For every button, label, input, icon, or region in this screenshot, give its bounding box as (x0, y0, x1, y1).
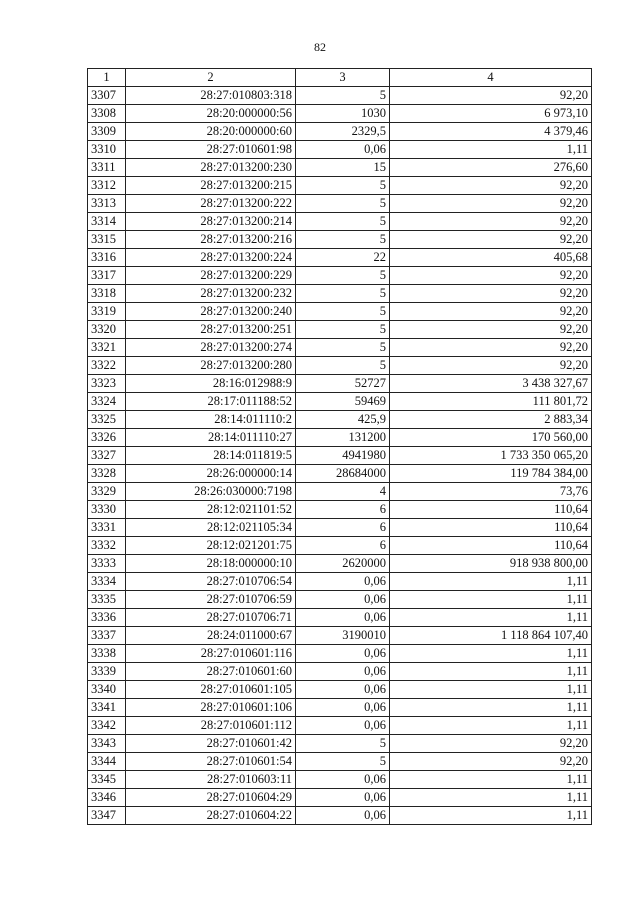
row-number-cell: 3316 (88, 249, 126, 267)
value-cell: 1,11 (390, 609, 592, 627)
row-number-cell: 3342 (88, 717, 126, 735)
cadastral-number-cell: 28:27:010706:59 (126, 591, 296, 609)
row-number-cell: 3344 (88, 753, 126, 771)
row-number-cell: 3329 (88, 483, 126, 501)
cadastral-number-cell: 28:27:013200:224 (126, 249, 296, 267)
table-row (88, 159, 592, 177)
cadastral-number-cell: 28:27:010601:116 (126, 645, 296, 663)
area-cell: 5 (296, 195, 390, 213)
cadastral-number-cell: 28:27:013200:232 (126, 285, 296, 303)
value-cell: 92,20 (390, 339, 592, 357)
row-number-cell: 3318 (88, 285, 126, 303)
value-cell: 92,20 (390, 267, 592, 285)
area-cell: 28684000 (296, 465, 390, 483)
row-number-cell: 3345 (88, 771, 126, 789)
row-number-cell: 3323 (88, 375, 126, 393)
row-number-cell: 3341 (88, 699, 126, 717)
table-row (88, 609, 592, 627)
area-cell: 5 (296, 231, 390, 249)
table-row (88, 591, 592, 609)
row-number-cell: 3338 (88, 645, 126, 663)
cadastral-number-cell: 28:27:013200:222 (126, 195, 296, 213)
cadastral-number-cell: 28:27:013200:229 (126, 267, 296, 285)
area-cell: 52727 (296, 375, 390, 393)
table-body (88, 87, 592, 825)
table-row (88, 789, 592, 807)
row-number-cell: 3343 (88, 735, 126, 753)
area-cell: 5 (296, 177, 390, 195)
cadastral-number-cell: 28:14:011110:2 (126, 411, 296, 429)
cadastral-number-cell: 28:14:011110:27 (126, 429, 296, 447)
value-cell: 276,60 (390, 159, 592, 177)
area-cell: 0,06 (296, 699, 390, 717)
table-row (88, 573, 592, 591)
row-number-cell: 3308 (88, 105, 126, 123)
table-row (88, 681, 592, 699)
cadastral-number-cell: 28:12:021105:34 (126, 519, 296, 537)
area-cell: 0,06 (296, 717, 390, 735)
table-row (88, 411, 592, 429)
value-cell: 1,11 (390, 645, 592, 663)
row-number-cell: 3311 (88, 159, 126, 177)
cadastral-number-cell: 28:16:012988:9 (126, 375, 296, 393)
area-cell: 4 (296, 483, 390, 501)
area-cell: 425,9 (296, 411, 390, 429)
area-cell: 6 (296, 501, 390, 519)
value-cell: 405,68 (390, 249, 592, 267)
cadastral-number-cell: 28:27:010601:112 (126, 717, 296, 735)
table-row (88, 375, 592, 393)
table-row (88, 519, 592, 537)
table-row (88, 537, 592, 555)
value-cell: 1,11 (390, 591, 592, 609)
column-header-1: 1 (88, 69, 126, 87)
area-cell: 5 (296, 735, 390, 753)
value-cell: 110,64 (390, 537, 592, 555)
row-number-cell: 3335 (88, 591, 126, 609)
area-cell: 5 (296, 321, 390, 339)
value-cell: 73,76 (390, 483, 592, 501)
value-cell: 1,11 (390, 681, 592, 699)
table-row (88, 267, 592, 285)
table-row (88, 447, 592, 465)
table-row (88, 645, 592, 663)
table-row (88, 555, 592, 573)
cadastral-number-cell: 28:27:010604:22 (126, 807, 296, 825)
value-cell: 4 379,46 (390, 123, 592, 141)
table-row (88, 249, 592, 267)
cadastral-number-cell: 28:27:013200:240 (126, 303, 296, 321)
row-number-cell: 3327 (88, 447, 126, 465)
row-number-cell: 3333 (88, 555, 126, 573)
area-cell: 2620000 (296, 555, 390, 573)
row-number-cell: 3340 (88, 681, 126, 699)
value-cell: 1 118 864 107,40 (390, 627, 592, 645)
cadastral-number-cell: 28:27:013200:274 (126, 339, 296, 357)
row-number-cell: 3324 (88, 393, 126, 411)
table-row (88, 753, 592, 771)
value-cell: 92,20 (390, 753, 592, 771)
row-number-cell: 3325 (88, 411, 126, 429)
value-cell: 119 784 384,00 (390, 465, 592, 483)
value-cell: 92,20 (390, 87, 592, 105)
row-number-cell: 3321 (88, 339, 126, 357)
row-number-cell: 3313 (88, 195, 126, 213)
column-header-2: 2 (126, 69, 296, 87)
area-cell: 3190010 (296, 627, 390, 645)
row-number-cell: 3337 (88, 627, 126, 645)
value-cell: 92,20 (390, 303, 592, 321)
cadastral-number-cell: 28:27:010601:60 (126, 663, 296, 681)
area-cell: 0,06 (296, 789, 390, 807)
cadastral-number-cell: 28:27:010604:29 (126, 789, 296, 807)
row-number-cell: 3331 (88, 519, 126, 537)
cadastral-number-cell: 28:27:010601:106 (126, 699, 296, 717)
row-number-cell: 3312 (88, 177, 126, 195)
table-row (88, 105, 592, 123)
table-row (88, 627, 592, 645)
area-cell: 0,06 (296, 141, 390, 159)
table-row (88, 195, 592, 213)
table-row (88, 663, 592, 681)
table-row (88, 465, 592, 483)
area-cell: 6 (296, 519, 390, 537)
row-number-cell: 3332 (88, 537, 126, 555)
area-cell: 15 (296, 159, 390, 177)
row-number-cell: 3307 (88, 87, 126, 105)
cadastral-number-cell: 28:27:010603:11 (126, 771, 296, 789)
row-number-cell: 3330 (88, 501, 126, 519)
table-row (88, 285, 592, 303)
cadastral-number-cell: 28:27:010803:318 (126, 87, 296, 105)
value-cell: 1,11 (390, 699, 592, 717)
cadastral-number-cell: 28:27:013200:214 (126, 213, 296, 231)
table-row (88, 231, 592, 249)
area-cell: 5 (296, 753, 390, 771)
value-cell: 92,20 (390, 285, 592, 303)
row-number-cell: 3336 (88, 609, 126, 627)
table-row (88, 177, 592, 195)
row-number-cell: 3315 (88, 231, 126, 249)
value-cell: 170 560,00 (390, 429, 592, 447)
value-cell: 92,20 (390, 177, 592, 195)
area-cell: 5 (296, 213, 390, 231)
column-header-3: 3 (296, 69, 390, 87)
table-row (88, 303, 592, 321)
cadastral-number-cell: 28:20:000000:56 (126, 105, 296, 123)
table-row (88, 141, 592, 159)
table-row (88, 735, 592, 753)
table-row (88, 483, 592, 501)
value-cell: 1,11 (390, 771, 592, 789)
value-cell: 1,11 (390, 789, 592, 807)
area-cell: 0,06 (296, 573, 390, 591)
value-cell: 92,20 (390, 357, 592, 375)
row-number-cell: 3317 (88, 267, 126, 285)
cadastral-number-cell: 28:26:000000:14 (126, 465, 296, 483)
area-cell: 4941980 (296, 447, 390, 465)
cadastral-number-cell: 28:14:011819:5 (126, 447, 296, 465)
table-header-row (88, 69, 592, 87)
area-cell: 1030 (296, 105, 390, 123)
area-cell: 5 (296, 267, 390, 285)
row-number-cell: 3346 (88, 789, 126, 807)
cadastral-number-cell: 28:27:013200:230 (126, 159, 296, 177)
table-row (88, 501, 592, 519)
row-number-cell: 3328 (88, 465, 126, 483)
cadastral-number-cell: 28:17:011188:52 (126, 393, 296, 411)
cadastral-number-cell: 28:27:013200:216 (126, 231, 296, 249)
table-row (88, 717, 592, 735)
cadastral-number-cell: 28:20:000000:60 (126, 123, 296, 141)
table-row (88, 771, 592, 789)
value-cell: 1,11 (390, 573, 592, 591)
value-cell: 92,20 (390, 231, 592, 249)
area-cell: 0,06 (296, 807, 390, 825)
cadastral-number-cell: 28:18:000000:10 (126, 555, 296, 573)
row-number-cell: 3319 (88, 303, 126, 321)
value-cell: 111 801,72 (390, 393, 592, 411)
table-row (88, 87, 592, 105)
table-row (88, 807, 592, 825)
table-row (88, 123, 592, 141)
cadastral-number-cell: 28:27:013200:280 (126, 357, 296, 375)
row-number-cell: 3310 (88, 141, 126, 159)
cadastral-number-cell: 28:27:010601:98 (126, 141, 296, 159)
column-header-4: 4 (390, 69, 592, 87)
value-cell: 92,20 (390, 213, 592, 231)
area-cell: 0,06 (296, 609, 390, 627)
area-cell: 2329,5 (296, 123, 390, 141)
row-number-cell: 3326 (88, 429, 126, 447)
value-cell: 110,64 (390, 519, 592, 537)
table-row (88, 699, 592, 717)
area-cell: 22 (296, 249, 390, 267)
area-cell: 0,06 (296, 771, 390, 789)
value-cell: 92,20 (390, 195, 592, 213)
area-cell: 0,06 (296, 591, 390, 609)
table-row (88, 339, 592, 357)
table-row (88, 321, 592, 339)
table-row (88, 429, 592, 447)
value-cell: 110,64 (390, 501, 592, 519)
cadastral-number-cell: 28:27:010601:54 (126, 753, 296, 771)
area-cell: 0,06 (296, 645, 390, 663)
row-number-cell: 3347 (88, 807, 126, 825)
value-cell: 92,20 (390, 321, 592, 339)
cadastral-number-cell: 28:12:021201:75 (126, 537, 296, 555)
table-row (88, 357, 592, 375)
value-cell: 6 973,10 (390, 105, 592, 123)
row-number-cell: 3309 (88, 123, 126, 141)
area-cell: 59469 (296, 393, 390, 411)
cadastral-number-cell: 28:27:010601:42 (126, 735, 296, 753)
area-cell: 131200 (296, 429, 390, 447)
value-cell: 1,11 (390, 807, 592, 825)
area-cell: 5 (296, 357, 390, 375)
cadastral-number-cell: 28:27:013200:215 (126, 177, 296, 195)
cadastral-number-cell: 28:26:030000:7198 (126, 483, 296, 501)
area-cell: 5 (296, 339, 390, 357)
value-cell: 92,20 (390, 735, 592, 753)
row-number-cell: 3322 (88, 357, 126, 375)
area-cell: 5 (296, 303, 390, 321)
area-cell: 0,06 (296, 681, 390, 699)
value-cell: 918 938 800,00 (390, 555, 592, 573)
table-row (88, 213, 592, 231)
area-cell: 0,06 (296, 663, 390, 681)
area-cell: 5 (296, 87, 390, 105)
area-cell: 6 (296, 537, 390, 555)
table-row (88, 393, 592, 411)
cadastral-number-cell: 28:24:011000:67 (126, 627, 296, 645)
cadastral-number-cell: 28:27:010706:71 (126, 609, 296, 627)
value-cell: 1,11 (390, 663, 592, 681)
cadastral-number-cell: 28:27:010601:105 (126, 681, 296, 699)
value-cell: 1,11 (390, 717, 592, 735)
value-cell: 3 438 327,67 (390, 375, 592, 393)
value-cell: 1,11 (390, 141, 592, 159)
row-number-cell: 3339 (88, 663, 126, 681)
value-cell: 1 733 350 065,20 (390, 447, 592, 465)
area-cell: 5 (296, 285, 390, 303)
row-number-cell: 3320 (88, 321, 126, 339)
data-table (87, 68, 592, 825)
cadastral-number-cell: 28:27:010706:54 (126, 573, 296, 591)
cadastral-number-cell: 28:27:013200:251 (126, 321, 296, 339)
cadastral-number-cell: 28:12:021101:52 (126, 501, 296, 519)
value-cell: 2 883,34 (390, 411, 592, 429)
row-number-cell: 3334 (88, 573, 126, 591)
page-number: 82 (314, 40, 326, 54)
row-number-cell: 3314 (88, 213, 126, 231)
